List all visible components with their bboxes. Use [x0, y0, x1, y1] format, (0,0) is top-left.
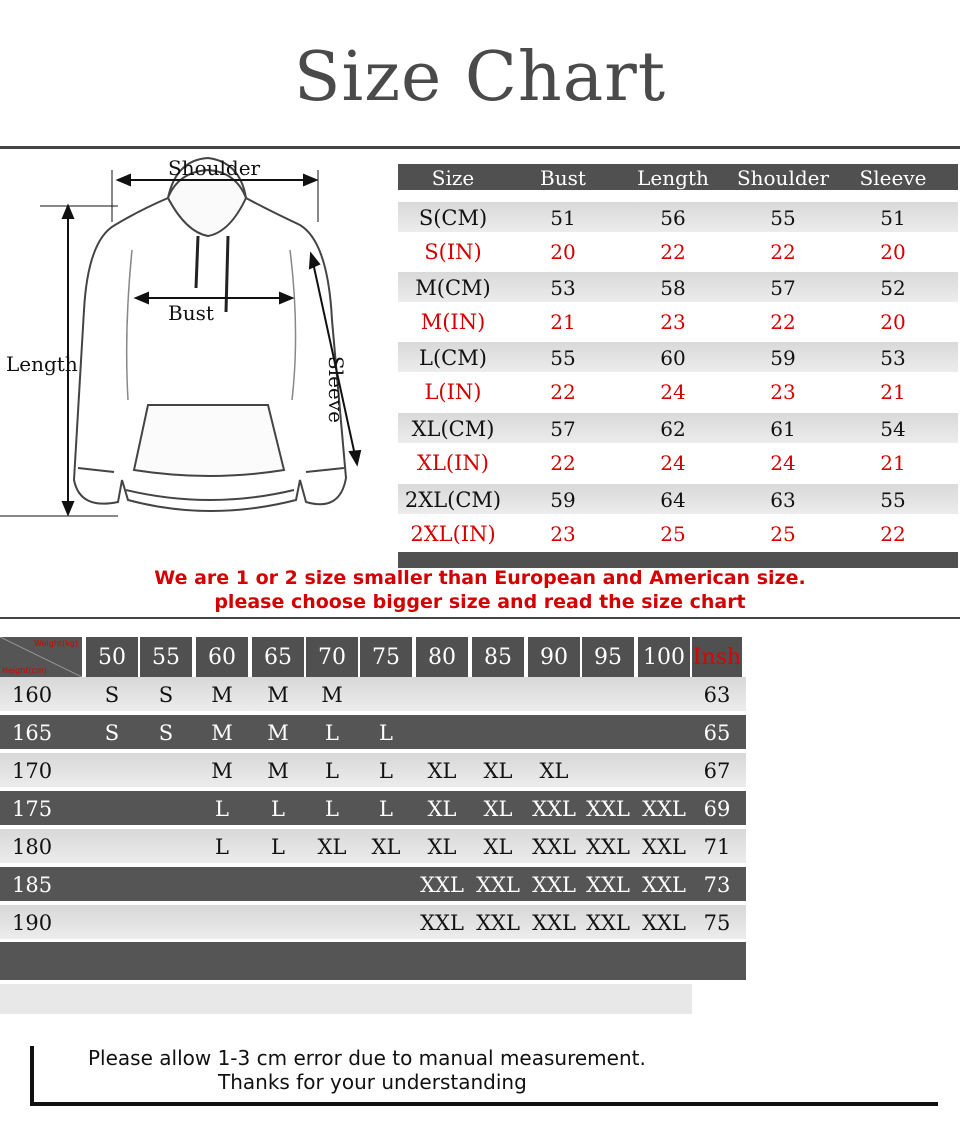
header-length: Length: [637, 166, 709, 190]
size-row: [398, 306, 958, 336]
footer-line2: Thanks for your understanding: [218, 1070, 527, 1094]
size-cell-sleeve: 21: [880, 380, 906, 404]
height-value: 170: [12, 759, 53, 783]
fit-row: [0, 905, 746, 939]
size-cell-shoulder: 22: [770, 310, 796, 334]
weight-header-cell: 60: [196, 637, 248, 677]
size-cell-size: L(CM): [419, 346, 487, 370]
height-value: 185: [12, 873, 53, 897]
size-row: [398, 342, 958, 372]
inch-value: 63: [703, 683, 731, 707]
fit-size-cell: XL: [427, 797, 457, 821]
fit-size-cell: XXL: [642, 911, 686, 935]
size-cell-sleeve: 55: [880, 488, 906, 512]
size-cell-length: 60: [660, 346, 686, 370]
size-cell-size: 2XL(CM): [404, 488, 502, 512]
inch-value: 65: [703, 721, 731, 745]
fit-row: [0, 829, 746, 863]
size-row: [398, 413, 958, 443]
corner-weight-label: Weight(kg): [34, 639, 78, 648]
fit-size-cell: S: [158, 721, 174, 745]
header-bust: Bust: [540, 166, 586, 190]
fit-size-cell: L: [379, 797, 393, 821]
fit-size-cell: M: [211, 759, 233, 783]
size-cell-length: 64: [660, 488, 686, 512]
fit-size-cell: XXL: [586, 873, 630, 897]
weight-header-cell: 100: [638, 637, 690, 677]
inch-value: 67: [703, 759, 731, 783]
size-row: [398, 202, 958, 232]
size-row: [398, 236, 958, 266]
fit-size-cell: S: [158, 683, 174, 707]
size-cell-length: 25: [660, 522, 686, 546]
weight-header-cell: 85: [472, 637, 524, 677]
page-title: Size Chart: [293, 38, 667, 117]
size-cell-size: M(CM): [415, 276, 491, 300]
fit-size-cell: S: [104, 683, 120, 707]
fit-size-cell: L: [271, 835, 285, 859]
weight-header-cell: 50: [86, 637, 138, 677]
middle-divider: [0, 617, 960, 619]
fit-size-cell: L: [215, 835, 229, 859]
size-cell-sleeve: 51: [880, 206, 906, 230]
fit-row: [0, 867, 746, 901]
fit-size-cell: XXL: [586, 797, 630, 821]
size-cell-shoulder: 61: [770, 417, 796, 441]
fit-row: [0, 677, 746, 711]
fit-row: [0, 715, 746, 749]
weight-header-cell: 55: [140, 637, 192, 677]
size-cell-size: XL(IN): [417, 451, 489, 475]
size-cell-bust: 57: [550, 417, 576, 441]
weight-header-cell: 95: [582, 637, 634, 677]
size-cell-length: 24: [660, 451, 686, 475]
inch-value: 69: [703, 797, 731, 821]
footer-frame-bottom: [30, 1102, 938, 1106]
height-value: 190: [12, 911, 53, 935]
fit-size-cell: XL: [427, 759, 457, 783]
footer-line1: Please allow 1-3 cm error due to manual measurement.: [88, 1046, 646, 1070]
fit-size-cell: L: [379, 759, 393, 783]
inch-value: 71: [703, 835, 731, 859]
size-cell-shoulder: 23: [770, 380, 796, 404]
header-sleeve: Sleeve: [859, 166, 927, 190]
fit-size-cell: L: [325, 759, 339, 783]
fit-size-cell: XXL: [642, 797, 686, 821]
fit-size-cell: XXL: [532, 835, 576, 859]
size-cell-size: L(IN): [424, 380, 482, 404]
size-cell-sleeve: 54: [880, 417, 906, 441]
fit-size-cell: XL: [483, 759, 513, 783]
size-cell-bust: 59: [550, 488, 576, 512]
size-notice-line2: please choose bigger size and read the size chart: [214, 591, 746, 613]
fit-size-cell: XXL: [476, 911, 520, 935]
weight-header-cell: 70: [306, 637, 358, 677]
corner-height-label: Height(cm): [2, 666, 47, 675]
sleeve-label: Sleeve: [324, 356, 348, 423]
inch-header-cell: Insh: [692, 637, 742, 677]
footer-frame-left: [30, 1046, 34, 1106]
length-label: Length: [6, 352, 78, 376]
weight-header-cell: 65: [252, 637, 304, 677]
fit-size-cell: M: [267, 721, 289, 745]
fit-size-cell: XXL: [586, 911, 630, 935]
fit-size-cell: M: [321, 683, 343, 707]
fit-size-cell: XL: [483, 797, 513, 821]
size-cell-sleeve: 21: [880, 451, 906, 475]
fit-size-cell: M: [267, 759, 289, 783]
size-cell-shoulder: 63: [770, 488, 796, 512]
fit-size-cell: M: [267, 683, 289, 707]
fit-size-cell: XXL: [642, 873, 686, 897]
size-cell-shoulder: 59: [770, 346, 796, 370]
size-row: [398, 376, 958, 406]
height-value: 165: [12, 721, 53, 745]
size-table-footer: [398, 552, 958, 568]
size-cell-bust: 22: [550, 451, 576, 475]
inch-value: 73: [703, 873, 731, 897]
fit-size-cell: L: [325, 721, 339, 745]
size-cell-bust: 22: [550, 380, 576, 404]
size-cell-sleeve: 52: [880, 276, 906, 300]
fit-table-corner: [0, 637, 82, 677]
fit-size-cell: XL: [317, 835, 347, 859]
fit-size-cell: XXL: [532, 797, 576, 821]
size-cell-shoulder: 55: [770, 206, 796, 230]
size-cell-bust: 23: [550, 522, 576, 546]
size-cell-length: 22: [660, 240, 686, 264]
height-value: 160: [12, 683, 53, 707]
fit-size-cell: XXL: [476, 873, 520, 897]
fit-size-cell: XXL: [532, 873, 576, 897]
weight-header-cell: 80: [416, 637, 468, 677]
size-table-header: [398, 164, 958, 190]
bust-label: Bust: [168, 301, 214, 325]
size-notice-line1: We are 1 or 2 size smaller than European and American size.: [154, 567, 806, 589]
size-cell-bust: 20: [550, 240, 576, 264]
fit-size-cell: XXL: [586, 835, 630, 859]
size-cell-sleeve: 20: [880, 310, 906, 334]
fit-table-bottom-strip: [0, 984, 692, 1014]
size-row: [398, 484, 958, 514]
size-cell-size: S(IN): [424, 240, 482, 264]
height-value: 180: [12, 835, 53, 859]
fit-size-cell: XL: [483, 835, 513, 859]
size-cell-bust: 53: [550, 276, 576, 300]
hoodie-diagram: [0, 150, 390, 530]
size-cell-bust: 55: [550, 346, 576, 370]
size-cell-length: 58: [660, 276, 686, 300]
fit-size-cell: XL: [539, 759, 569, 783]
fit-size-cell: XXL: [420, 873, 464, 897]
size-cell-sleeve: 20: [880, 240, 906, 264]
fit-table-bottom-bar: [0, 942, 746, 980]
size-cell-sleeve: 53: [880, 346, 906, 370]
size-row: [398, 272, 958, 302]
weight-header-cell: 75: [360, 637, 412, 677]
fit-size-cell: L: [271, 797, 285, 821]
fit-size-cell: M: [211, 721, 233, 745]
size-cell-shoulder: 57: [770, 276, 796, 300]
size-cell-shoulder: 24: [770, 451, 796, 475]
fit-row: [0, 753, 746, 787]
weight-header-cell: 90: [528, 637, 580, 677]
fit-size-cell: XL: [427, 835, 457, 859]
fit-size-cell: XXL: [420, 911, 464, 935]
size-cell-size: 2XL(IN): [410, 522, 496, 546]
size-cell-size: XL(CM): [411, 417, 495, 441]
size-cell-shoulder: 25: [770, 522, 796, 546]
fit-size-cell: M: [211, 683, 233, 707]
size-cell-size: S(CM): [418, 206, 488, 230]
header-size: Size: [431, 166, 475, 190]
size-cell-bust: 21: [550, 310, 576, 334]
size-cell-sleeve: 22: [880, 522, 906, 546]
fit-size-cell: XL: [371, 835, 401, 859]
size-row: [398, 447, 958, 477]
size-row: [398, 518, 958, 548]
header-shoulder: Shoulder: [736, 166, 830, 190]
size-cell-length: 56: [660, 206, 686, 230]
shoulder-label: Shoulder: [168, 156, 261, 180]
hoodie-illustration: [0, 150, 390, 530]
fit-row: [0, 791, 746, 825]
fit-size-cell: S: [104, 721, 120, 745]
fit-size-cell: L: [379, 721, 393, 745]
fit-size-cell: XXL: [532, 911, 576, 935]
size-cell-size: M(IN): [420, 310, 486, 334]
size-cell-shoulder: 22: [770, 240, 796, 264]
fit-size-cell: L: [325, 797, 339, 821]
size-cell-length: 24: [660, 380, 686, 404]
inch-value: 75: [703, 911, 731, 935]
size-cell-length: 23: [660, 310, 686, 334]
top-divider: [0, 146, 960, 149]
height-value: 175: [12, 797, 53, 821]
size-cell-bust: 51: [550, 206, 576, 230]
fit-size-cell: XXL: [642, 835, 686, 859]
size-cell-length: 62: [660, 417, 686, 441]
fit-size-cell: L: [215, 797, 229, 821]
